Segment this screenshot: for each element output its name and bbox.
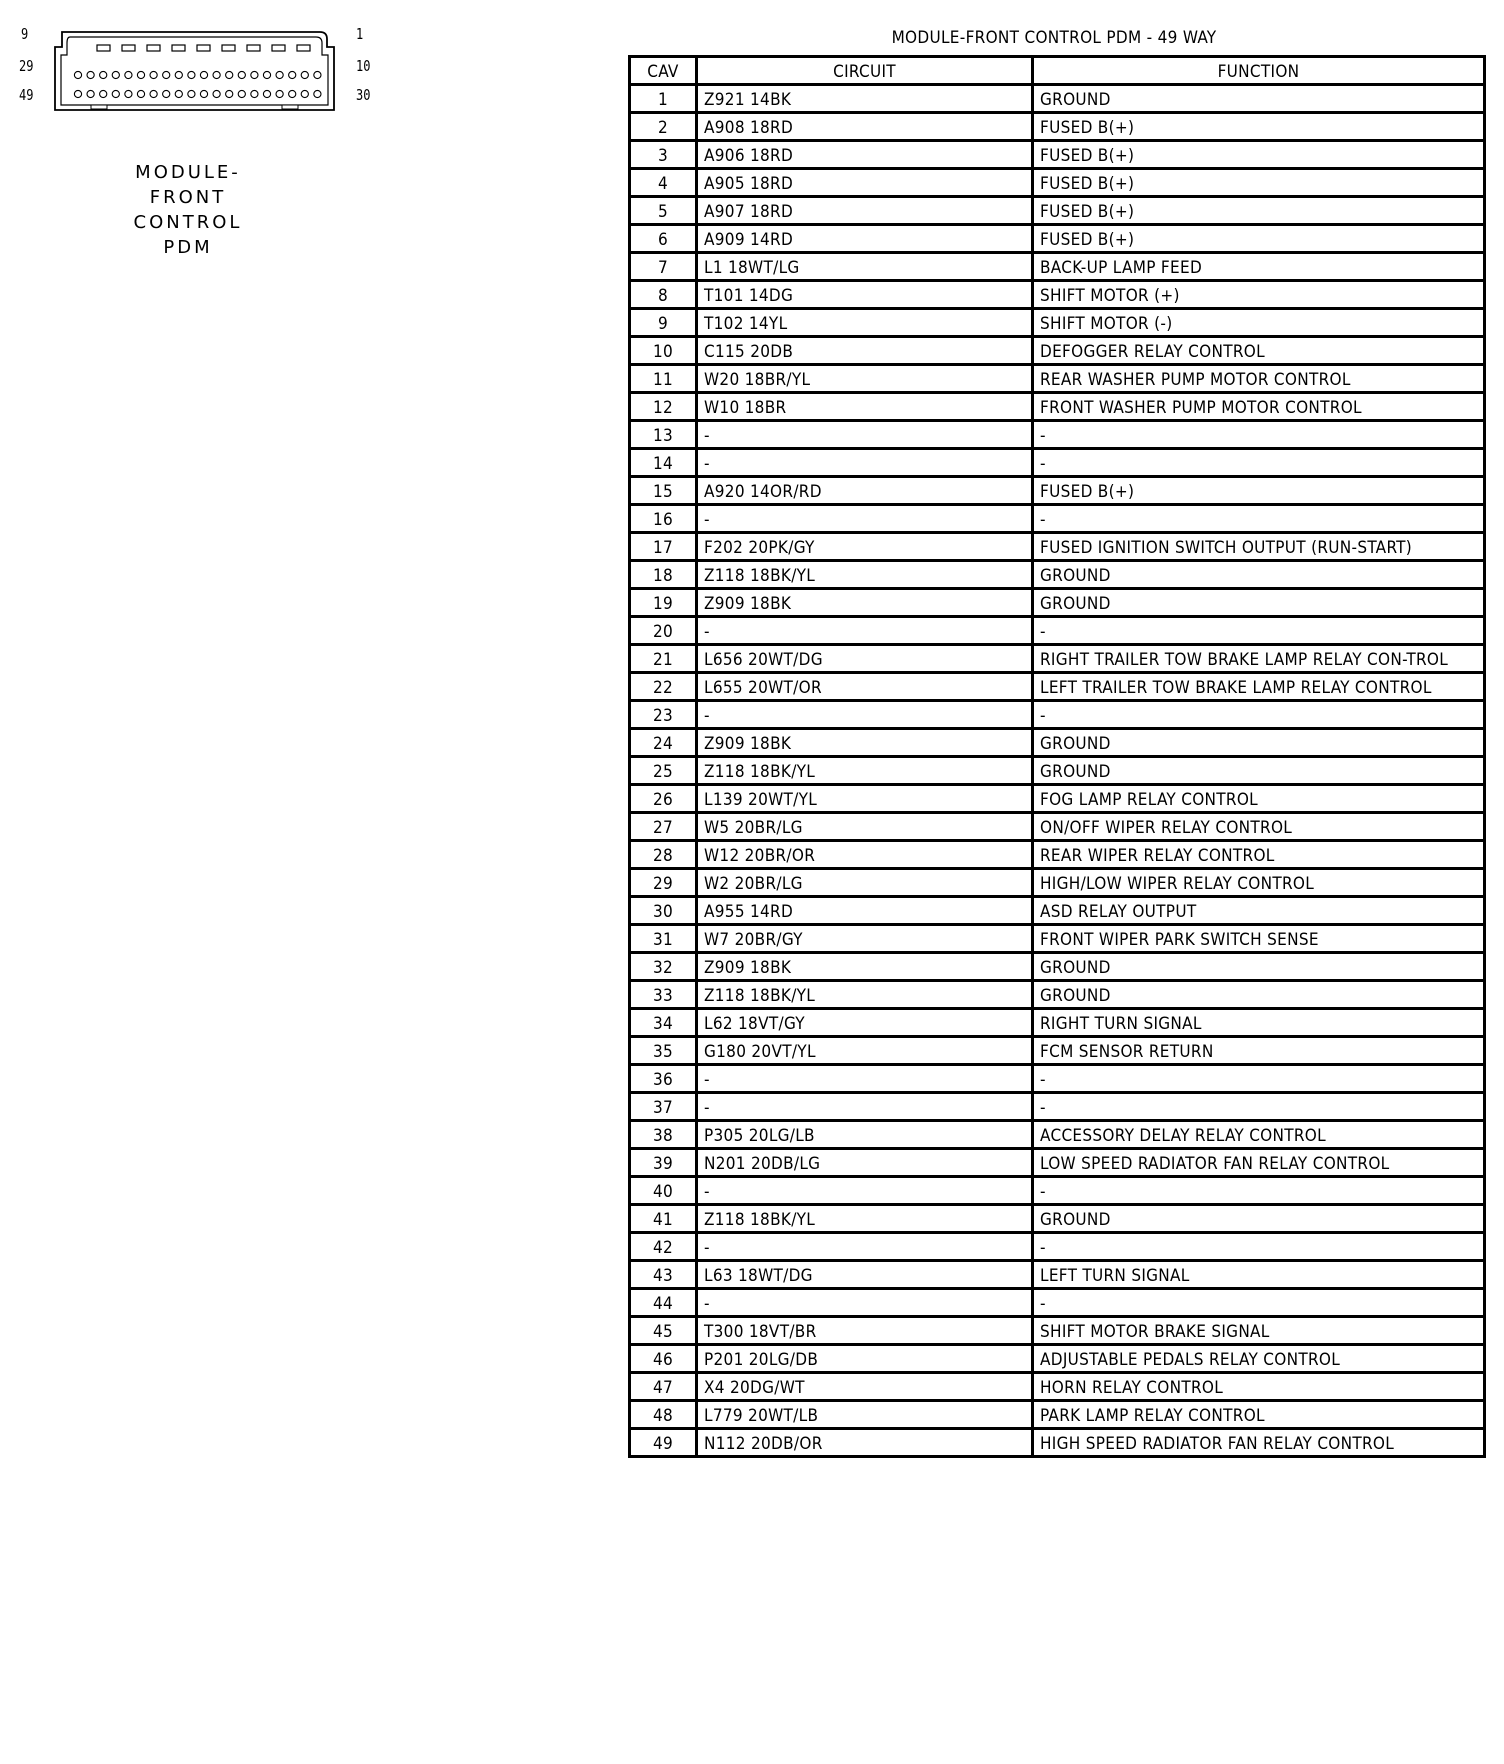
function-cell: LEFT TURN SIGNAL xyxy=(1033,1261,1485,1289)
connector-pin xyxy=(200,90,207,97)
table-row xyxy=(630,1093,1485,1121)
function-cell: REAR WIPER RELAY CONTROL xyxy=(1033,841,1485,869)
function-cell: FOG LAMP RELAY CONTROL xyxy=(1033,785,1485,813)
function-cell: - xyxy=(1033,1177,1485,1205)
connector-pin xyxy=(238,90,245,97)
connector-pin xyxy=(197,45,210,51)
function-cell: BACK-UP LAMP FEED xyxy=(1033,253,1485,281)
function-cell: ON/OFF WIPER RELAY CONTROL xyxy=(1033,813,1485,841)
function-cell: GROUND xyxy=(1033,561,1485,589)
table-row xyxy=(630,421,1485,449)
circuit-cell: L779 20WT/LB xyxy=(697,1401,1033,1429)
connector-pin xyxy=(297,45,310,51)
circuit-cell: Z909 18BK xyxy=(697,589,1033,617)
table-row xyxy=(630,533,1485,561)
cavity-cell: 29 xyxy=(630,869,697,897)
function-cell: HIGH/LOW WIPER RELAY CONTROL xyxy=(1033,869,1485,897)
connector-pin xyxy=(226,71,233,78)
column-header-circuit: CIRCUIT xyxy=(697,57,1033,85)
pin-number-label: 29 xyxy=(19,57,34,75)
table-row xyxy=(630,113,1485,141)
circuit-cell: Z118 18BK/YL xyxy=(697,757,1033,785)
cavity-cell: 6 xyxy=(630,225,697,253)
table-header-row xyxy=(630,57,1485,85)
function-cell: DEFOGGER RELAY CONTROL xyxy=(1033,337,1485,365)
circuit-cell: Z118 18BK/YL xyxy=(697,561,1033,589)
pin-number-label: 10 xyxy=(356,57,371,75)
cavity-cell: 30 xyxy=(630,897,697,925)
cavity-cell: 34 xyxy=(630,1009,697,1037)
circuit-cell: - xyxy=(697,449,1033,477)
function-cell: ADJUSTABLE PEDALS RELAY CONTROL xyxy=(1033,1345,1485,1373)
connector-pin xyxy=(100,90,107,97)
circuit-cell: Z921 14BK xyxy=(697,85,1033,113)
circuit-cell: T102 14YL xyxy=(697,309,1033,337)
cavity-cell: 44 xyxy=(630,1289,697,1317)
circuit-cell: A907 18RD xyxy=(697,197,1033,225)
cavity-cell: 8 xyxy=(630,281,697,309)
circuit-cell: N112 20DB/OR xyxy=(697,1429,1033,1457)
function-cell: ASD RELAY OUTPUT xyxy=(1033,897,1485,925)
table-row xyxy=(630,617,1485,645)
circuit-cell: C115 20DB xyxy=(697,337,1033,365)
connector-pin xyxy=(175,90,182,97)
table-row xyxy=(630,729,1485,757)
cavity-cell: 7 xyxy=(630,253,697,281)
pin-row-bottom xyxy=(74,90,321,97)
circuit-cell: - xyxy=(697,421,1033,449)
table-row xyxy=(630,1429,1485,1457)
pin-row-top xyxy=(97,45,310,51)
cavity-cell: 13 xyxy=(630,421,697,449)
table-row xyxy=(630,701,1485,729)
function-cell: FCM SENSOR RETURN xyxy=(1033,1037,1485,1065)
connector-pin xyxy=(200,71,207,78)
table-row xyxy=(630,477,1485,505)
cavity-cell: 35 xyxy=(630,1037,697,1065)
connector-pin xyxy=(125,90,132,97)
cavity-cell: 24 xyxy=(630,729,697,757)
function-cell: - xyxy=(1033,1065,1485,1093)
table-row xyxy=(630,1205,1485,1233)
cavity-cell: 18 xyxy=(630,561,697,589)
connector-name-line: PDM xyxy=(163,237,213,258)
circuit-cell: P201 20LG/DB xyxy=(697,1345,1033,1373)
cavity-cell: 41 xyxy=(630,1205,697,1233)
circuit-cell: W12 20BR/OR xyxy=(697,841,1033,869)
circuit-cell: - xyxy=(697,505,1033,533)
table-row xyxy=(630,1345,1485,1373)
pin-number-label: 30 xyxy=(356,86,371,104)
function-cell: HIGH SPEED RADIATOR FAN RELAY CONTROL xyxy=(1033,1429,1485,1457)
function-cell: GROUND xyxy=(1033,953,1485,981)
circuit-cell: A955 14RD xyxy=(697,897,1033,925)
table-row xyxy=(630,1009,1485,1037)
circuit-cell: Z909 18BK xyxy=(697,729,1033,757)
pin-number-label: 49 xyxy=(19,86,34,104)
cavity-cell: 3 xyxy=(630,141,697,169)
circuit-cell: N201 20DB/LG xyxy=(697,1149,1033,1177)
function-cell: - xyxy=(1033,1289,1485,1317)
cavity-cell: 46 xyxy=(630,1345,697,1373)
function-cell: FUSED B(+) xyxy=(1033,113,1485,141)
table-row xyxy=(630,757,1485,785)
pin-number-label: 9 xyxy=(21,25,29,43)
connector-pin xyxy=(263,90,270,97)
circuit-cell: Z118 18BK/YL xyxy=(697,1205,1033,1233)
circuit-cell: A920 14OR/RD xyxy=(697,477,1033,505)
connector-pin xyxy=(87,71,94,78)
connector-pin xyxy=(122,45,135,51)
cavity-cell: 17 xyxy=(630,533,697,561)
circuit-cell: L139 20WT/YL xyxy=(697,785,1033,813)
cavity-cell: 21 xyxy=(630,645,697,673)
function-cell: - xyxy=(1033,617,1485,645)
column-header-cav: CAV xyxy=(630,57,697,85)
table-row xyxy=(630,1037,1485,1065)
cavity-cell: 19 xyxy=(630,589,697,617)
table-row xyxy=(630,673,1485,701)
table-row xyxy=(630,1401,1485,1429)
connector-pin xyxy=(272,45,285,51)
circuit-cell: W10 18BR xyxy=(697,393,1033,421)
circuit-cell: - xyxy=(697,1289,1033,1317)
connector-pin xyxy=(163,90,170,97)
table-row xyxy=(630,365,1485,393)
table-row xyxy=(630,785,1485,813)
circuit-cell: - xyxy=(697,1065,1033,1093)
connector-pin xyxy=(251,90,258,97)
circuit-cell: A905 18RD xyxy=(697,169,1033,197)
cavity-cell: 47 xyxy=(630,1373,697,1401)
connector-pin xyxy=(289,71,296,78)
table-row xyxy=(630,141,1485,169)
circuit-cell: T101 14DG xyxy=(697,281,1033,309)
cavity-cell: 33 xyxy=(630,981,697,1009)
cavity-cell: 5 xyxy=(630,197,697,225)
cavity-cell: 20 xyxy=(630,617,697,645)
function-cell: FUSED B(+) xyxy=(1033,477,1485,505)
cavity-cell: 26 xyxy=(630,785,697,813)
cavity-cell: 16 xyxy=(630,505,697,533)
circuit-cell: - xyxy=(697,701,1033,729)
connector-pin xyxy=(137,90,144,97)
circuit-cell: W2 20BR/LG xyxy=(697,869,1033,897)
connector-pin xyxy=(289,90,296,97)
connector-pin xyxy=(276,90,283,97)
cavity-cell: 23 xyxy=(630,701,697,729)
function-cell: - xyxy=(1033,1093,1485,1121)
connector-name-line: FRONT xyxy=(149,187,227,208)
table-row xyxy=(630,505,1485,533)
cavity-cell: 43 xyxy=(630,1261,697,1289)
circuit-cell: L62 18VT/GY xyxy=(697,1009,1033,1037)
cavity-cell: 32 xyxy=(630,953,697,981)
cavity-cell: 39 xyxy=(630,1149,697,1177)
function-cell: GROUND xyxy=(1033,981,1485,1009)
connector-pin xyxy=(238,71,245,78)
table-row xyxy=(630,281,1485,309)
cavity-cell: 38 xyxy=(630,1121,697,1149)
circuit-cell: W5 20BR/LG xyxy=(697,813,1033,841)
function-cell: ACCESSORY DELAY RELAY CONTROL xyxy=(1033,1121,1485,1149)
table-row xyxy=(630,869,1485,897)
cavity-cell: 40 xyxy=(630,1177,697,1205)
function-cell: PARK LAMP RELAY CONTROL xyxy=(1033,1401,1485,1429)
cavity-cell: 36 xyxy=(630,1065,697,1093)
connector-pin xyxy=(301,71,308,78)
function-cell: - xyxy=(1033,701,1485,729)
table-row xyxy=(630,85,1485,113)
table-row xyxy=(630,925,1485,953)
table-row xyxy=(630,309,1485,337)
table-row xyxy=(630,169,1485,197)
connector-pin xyxy=(314,90,321,97)
table-row xyxy=(630,589,1485,617)
table-row xyxy=(630,981,1485,1009)
function-cell: GROUND xyxy=(1033,757,1485,785)
cavity-cell: 28 xyxy=(630,841,697,869)
table-row xyxy=(630,1317,1485,1345)
circuit-cell: - xyxy=(697,617,1033,645)
connector-pin xyxy=(147,45,160,51)
connector-name-line: CONTROL xyxy=(133,212,243,233)
table-row xyxy=(630,1149,1485,1177)
circuit-cell: Z909 18BK xyxy=(697,953,1033,981)
cavity-cell: 22 xyxy=(630,673,697,701)
connector-pin xyxy=(172,45,185,51)
connector-pin xyxy=(137,71,144,78)
connector-pin xyxy=(163,71,170,78)
circuit-cell: P305 20LG/LB xyxy=(697,1121,1033,1149)
cavity-cell: 25 xyxy=(630,757,697,785)
connector-pin xyxy=(112,90,119,97)
circuit-cell: - xyxy=(697,1177,1033,1205)
connector-pin xyxy=(222,45,235,51)
function-cell: FRONT WIPER PARK SWITCH SENSE xyxy=(1033,925,1485,953)
circuit-cell: G180 20VT/YL xyxy=(697,1037,1033,1065)
table-row xyxy=(630,449,1485,477)
cavity-cell: 4 xyxy=(630,169,697,197)
connector-pin xyxy=(251,71,258,78)
function-cell: FUSED IGNITION SWITCH OUTPUT (RUN-START) xyxy=(1033,533,1485,561)
function-cell: FRONT WASHER PUMP MOTOR CONTROL xyxy=(1033,393,1485,421)
function-cell: GROUND xyxy=(1033,729,1485,757)
pinout-table xyxy=(628,55,1486,1458)
cavity-cell: 49 xyxy=(630,1429,697,1457)
connector-pin xyxy=(226,90,233,97)
connector-name-line: MODULE- xyxy=(135,162,241,183)
cavity-cell: 42 xyxy=(630,1233,697,1261)
connector-pin xyxy=(74,90,81,97)
connector-pin xyxy=(112,71,119,78)
function-cell: FUSED B(+) xyxy=(1033,141,1485,169)
function-cell: - xyxy=(1033,1233,1485,1261)
table-row xyxy=(630,1261,1485,1289)
connector-pin xyxy=(213,71,220,78)
function-cell: SHIFT MOTOR (+) xyxy=(1033,281,1485,309)
connector-diagram xyxy=(0,0,420,140)
circuit-cell: X4 20DG/WT xyxy=(697,1373,1033,1401)
connector-pin xyxy=(97,45,110,51)
cavity-cell: 9 xyxy=(630,309,697,337)
connector-name xyxy=(118,160,258,260)
function-cell: FUSED B(+) xyxy=(1033,225,1485,253)
connector-pin xyxy=(213,90,220,97)
cavity-cell: 14 xyxy=(630,449,697,477)
connector-pin xyxy=(263,71,270,78)
pin-row-middle xyxy=(74,71,321,78)
function-cell: GROUND xyxy=(1033,589,1485,617)
table-row xyxy=(630,1121,1485,1149)
function-cell: LOW SPEED RADIATOR FAN RELAY CONTROL xyxy=(1033,1149,1485,1177)
cavity-cell: 48 xyxy=(630,1401,697,1429)
connector-pin xyxy=(188,71,195,78)
connector-pin xyxy=(276,71,283,78)
table-row xyxy=(630,897,1485,925)
connector-pin xyxy=(247,45,260,51)
circuit-cell: W20 18BR/YL xyxy=(697,365,1033,393)
table-row xyxy=(630,337,1485,365)
table-row xyxy=(630,197,1485,225)
function-cell: RIGHT TRAILER TOW BRAKE LAMP RELAY CON-TROL xyxy=(1033,645,1485,673)
circuit-cell: L656 20WT/DG xyxy=(697,645,1033,673)
table-row xyxy=(630,393,1485,421)
cavity-cell: 15 xyxy=(630,477,697,505)
connector-pin xyxy=(150,71,157,78)
table-row xyxy=(630,1373,1485,1401)
table-row xyxy=(630,253,1485,281)
cavity-cell: 10 xyxy=(630,337,697,365)
circuit-cell: L63 18WT/DG xyxy=(697,1261,1033,1289)
circuit-cell: - xyxy=(697,1093,1033,1121)
table-row xyxy=(630,225,1485,253)
function-cell: SHIFT MOTOR BRAKE SIGNAL xyxy=(1033,1317,1485,1345)
table-row xyxy=(630,841,1485,869)
connector-pin xyxy=(301,90,308,97)
connector-pin xyxy=(87,90,94,97)
connector-pin xyxy=(175,71,182,78)
circuit-cell: W7 20BR/GY xyxy=(697,925,1033,953)
circuit-cell: A909 14RD xyxy=(697,225,1033,253)
table-row xyxy=(630,561,1485,589)
function-cell: GROUND xyxy=(1033,1205,1485,1233)
table-row xyxy=(630,1289,1485,1317)
connector-pin xyxy=(100,71,107,78)
circuit-cell: A906 18RD xyxy=(697,141,1033,169)
table-row xyxy=(630,1177,1485,1205)
function-cell: LEFT TRAILER TOW BRAKE LAMP RELAY CONTROL xyxy=(1033,673,1485,701)
cavity-cell: 27 xyxy=(630,813,697,841)
table-row xyxy=(630,645,1485,673)
cavity-cell: 45 xyxy=(630,1317,697,1345)
circuit-cell: - xyxy=(697,1233,1033,1261)
function-cell: - xyxy=(1033,505,1485,533)
pin-number-label: 1 xyxy=(356,25,364,43)
circuit-cell: L655 20WT/OR xyxy=(697,673,1033,701)
function-cell: HORN RELAY CONTROL xyxy=(1033,1373,1485,1401)
table-row xyxy=(630,1233,1485,1261)
cavity-cell: 37 xyxy=(630,1093,697,1121)
connector-pin xyxy=(125,71,132,78)
circuit-cell: A908 18RD xyxy=(697,113,1033,141)
cavity-cell: 2 xyxy=(630,113,697,141)
connector-pin xyxy=(188,90,195,97)
function-cell: REAR WASHER PUMP MOTOR CONTROL xyxy=(1033,365,1485,393)
function-cell: - xyxy=(1033,449,1485,477)
table-row xyxy=(630,813,1485,841)
function-cell: RIGHT TURN SIGNAL xyxy=(1033,1009,1485,1037)
function-cell: SHIFT MOTOR (-) xyxy=(1033,309,1485,337)
function-cell: FUSED B(+) xyxy=(1033,197,1485,225)
function-cell: GROUND xyxy=(1033,85,1485,113)
table-row xyxy=(630,953,1485,981)
column-header-function: FUNCTION xyxy=(1033,57,1485,85)
function-cell: FUSED B(+) xyxy=(1033,169,1485,197)
connector-pin xyxy=(150,90,157,97)
circuit-cell: Z118 18BK/YL xyxy=(697,981,1033,1009)
circuit-cell: T300 18VT/BR xyxy=(697,1317,1033,1345)
table-title: MODULE-FRONT CONTROL PDM - 49 WAY xyxy=(891,28,1217,48)
cavity-cell: 12 xyxy=(630,393,697,421)
cavity-cell: 1 xyxy=(630,85,697,113)
circuit-cell: F202 20PK/GY xyxy=(697,533,1033,561)
function-cell: - xyxy=(1033,421,1485,449)
connector-pin xyxy=(74,71,81,78)
cavity-cell: 31 xyxy=(630,925,697,953)
cavity-cell: 11 xyxy=(630,365,697,393)
connector-pin xyxy=(314,71,321,78)
table-row xyxy=(630,1065,1485,1093)
circuit-cell: L1 18WT/LG xyxy=(697,253,1033,281)
